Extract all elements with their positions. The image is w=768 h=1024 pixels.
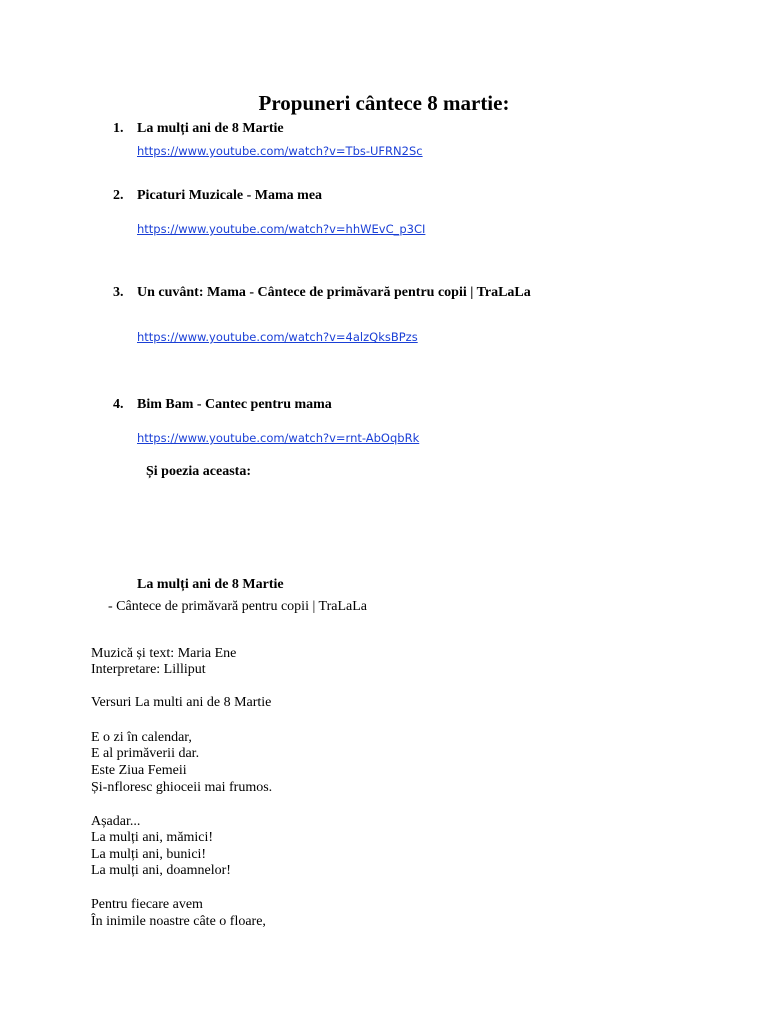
lyrics-title: Versuri La multi ani de 8 Martie (91, 695, 272, 710)
poem-heading: La mulți ani de 8 Martie (137, 577, 284, 592)
lyric-line: La mulți ani, doamnelor! (91, 863, 231, 878)
song-title: Un cuvânt: Mama - Cântece de primăvară pentru copii | TraLaLa (137, 285, 531, 300)
poem-subheading: - Cântece de primăvară pentru copii | TraLaLa (108, 599, 367, 614)
lyric-line: Și-nfloresc ghioceii mai frumos. (91, 780, 273, 795)
lyric-line: La mulți ani, mămici! (91, 830, 214, 845)
song-number: 1. (113, 121, 124, 136)
poem-intro: Și poezia aceasta: (146, 464, 251, 479)
lyric-line: E al primăverii dar. (91, 746, 200, 761)
page-title: Propuneri cântece 8 martie: (258, 91, 510, 115)
lyric-line: În inimile noastre câte o floare, (91, 914, 266, 929)
song-title: Bim Bam - Cantec pentru mama (137, 397, 332, 412)
song-number: 2. (113, 188, 124, 203)
poem-credit: Muzică și text: Maria Ene (91, 646, 237, 661)
song-number: 3. (113, 285, 124, 300)
song-link[interactable]: https://www.youtube.com/watch?v=rnt-AbOqbRk (137, 431, 420, 445)
song-link[interactable]: https://www.youtube.com/watch?v=4alzQksBPzs (137, 330, 418, 344)
song-title: Picaturi Muzicale - Mama mea (137, 188, 323, 203)
song-link[interactable]: https://www.youtube.com/watch?v=Tbs-UFRN2Sc (137, 144, 423, 158)
lyric-line: E o zi în calendar, (91, 730, 192, 745)
song-title: La mulți ani de 8 Martie (137, 121, 284, 136)
song-number: 4. (113, 397, 124, 412)
lyric-line: La mulți ani, bunici! (91, 847, 207, 862)
lyric-line: Este Ziua Femeii (91, 763, 187, 778)
song-link[interactable]: https://www.youtube.com/watch?v=hhWEvC_p3CI (137, 222, 426, 236)
poem-credit: Interpretare: Lilliput (91, 662, 206, 677)
lyric-line: Așadar... (91, 814, 141, 829)
lyric-line: Pentru fiecare avem (91, 897, 203, 912)
